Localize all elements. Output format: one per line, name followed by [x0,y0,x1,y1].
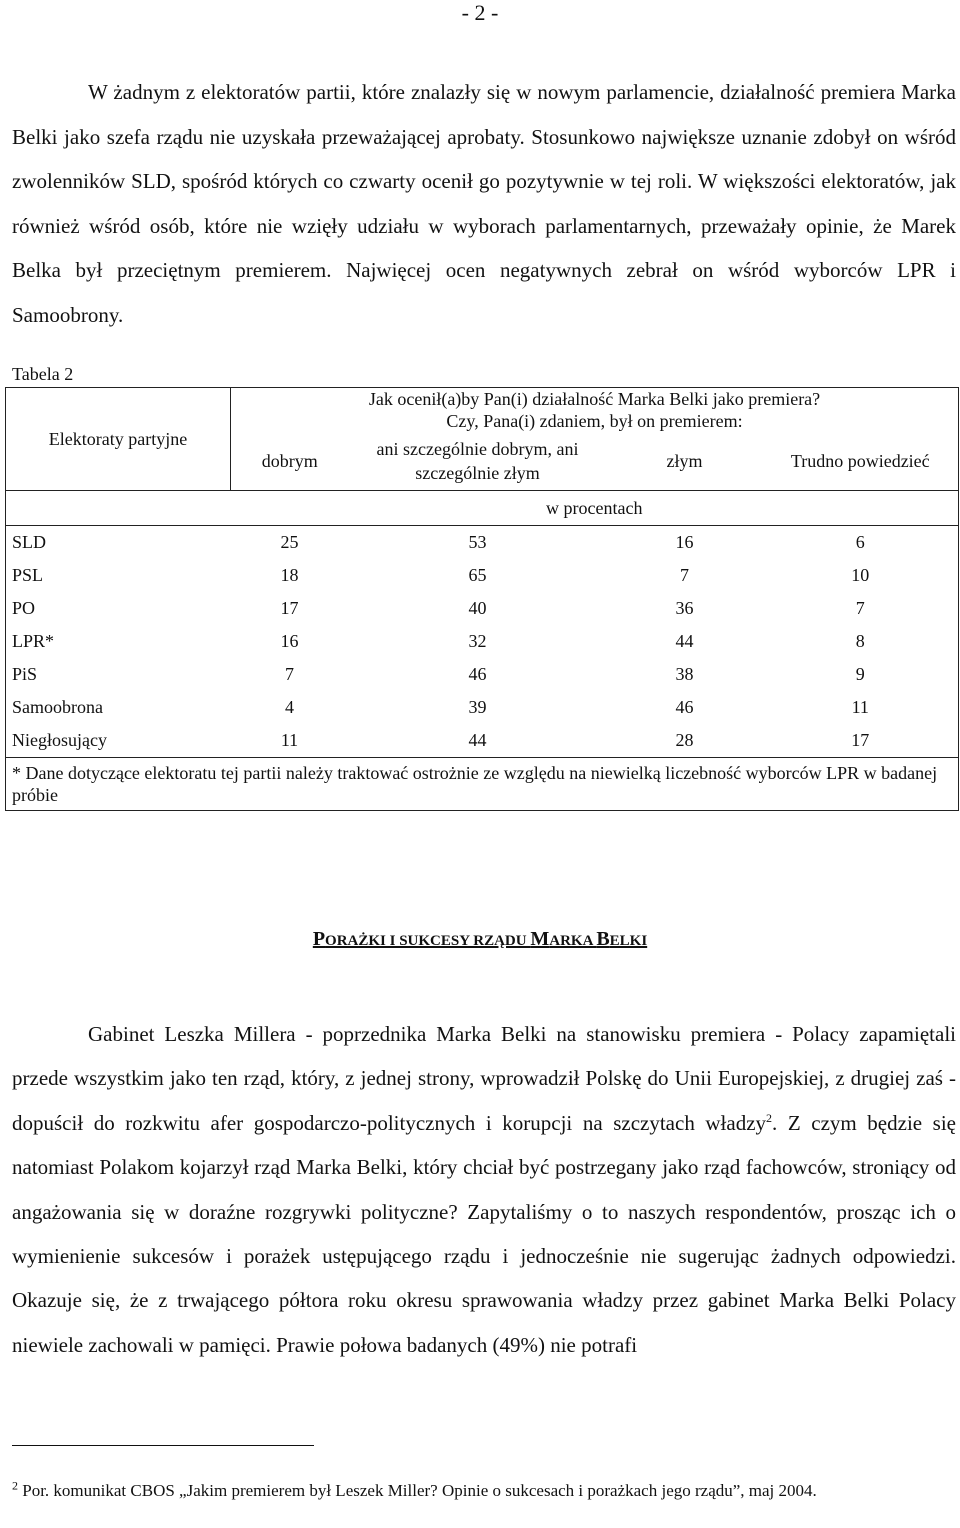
table-cell: 44 [675,631,694,651]
empty-cell [6,491,231,526]
row-label: Samoobrona [6,691,231,724]
row-label: PiS [6,658,231,691]
table-cell: 46 [468,664,487,684]
question-cell [231,388,959,433]
heading-smallcaps: ARKA [549,933,597,949]
table-note: * Dane dotyczące elektoratu tej partii należy traktować ostrożnie ze względu na niewielką liczebność wyborców LPR w badanej próbie [6,758,959,811]
table-cell: 11 [763,691,959,724]
footnote-text: Por. komunikat CBOS „Jakim premierem był Leszek Miller? Opinie o sukcesach i porażkach jego rządu”, maj 2004. [18,1481,817,1500]
table-cell: 25 [231,526,349,560]
table-cell: 16 [607,526,763,560]
footnote-separator [12,1445,314,1446]
column-header: dobrym [231,432,349,491]
heading-smallcaps: ORAŻKI I SUKCESY RZĄDU [325,933,531,949]
heading-initial: B [596,928,610,950]
section-heading [0,925,960,955]
table-cell: 11 [231,724,349,758]
table-row [6,724,959,758]
heading-initial: P [312,928,326,950]
question-line-2: Czy, Pana(i) zdaniem, był on premierem: [446,411,743,431]
question-line-1: Jak ocenił(a)by Pan(i) działalność Marka Belki jako premiera? [368,389,821,409]
row-label: PO [6,592,231,625]
table-cell: 38 [675,664,694,684]
table-cell: 40 [468,598,487,618]
table-cell: 39 [468,697,487,717]
paragraph-text-part: . Z czym będzie się natomiast Polakom kojarzył rząd Marka Belki, który chciał być postrzegany jako rząd fachowców, stroniący od angażowania się w doraźne rozgrywki polityczne? Zapytaliśmy o to naszych respondentów, prosząc ich o wymienienie sukcesów i porażek ustępującego rządu i jednocześnie nie sugerując żadnych odpowiedzi. Okazuje się, że z trwającego półtora roku okresu sprawowania władzy przez gabinet Marka Belki Polacy niewiele zachowali w pamięci. Prawie połowa badanych (49%) nie potrafi [12,1110,956,1357]
footnote-number: 2 [12,1478,18,1493]
table-header-row [6,388,959,433]
table-cell: 7 [285,664,294,684]
results-table [5,387,959,811]
table-cell: 7 [763,592,959,625]
table-row [6,625,959,658]
table-cell: 7 [680,565,689,585]
table-cell: 46 [675,697,694,717]
row-header-cell: Elektoraty partyjne [6,388,231,491]
paragraph-text-part: Gabinet Leszka Millera - poprzednika Marka Belki na stanowisku premiera - Polacy zapamiętali przede wszystkim jako ten rząd, który, z jednej strony, wprowadził Polskę do Unii Europejskiej, z drugiej zaś - dopuścił do rozkwitu afer gospodarczo-politycznych i korupcji na szczytach władzy [12,1022,956,1135]
body-paragraph [12,1012,956,1367]
table-note-row [6,758,959,811]
column-header: Trudno powiedzieć [763,432,959,491]
table-cell: 16 [280,631,299,651]
column-header [349,432,607,491]
row-label: LPR* [6,625,231,658]
table-cell: 28 [607,724,763,758]
table-row [6,559,959,592]
table-cell: 9 [763,658,959,691]
table-cell: 32 [468,631,487,651]
table-cell: 4 [285,697,294,717]
table-cell: 44 [349,724,607,758]
table-cell: 17 [763,724,959,758]
row-label: PSL [6,559,231,592]
row-label: SLD [6,526,231,560]
table-cell: 10 [763,559,959,592]
table-header-row [6,491,959,526]
column-header: złym [607,432,763,491]
heading-initial: M [530,928,550,950]
footnote-reference: 2 [766,1110,773,1125]
table-row [6,691,959,724]
column-header-text: ani szczególnie dobrym, ani szczególnie złym [376,439,579,483]
table-caption: Tabela 2 [12,364,74,384]
table-row [6,658,959,691]
table-cell: 65 [468,565,487,585]
paragraph-text [12,1012,956,1367]
row-label: Niegłosujący [6,724,231,758]
table-cell: 8 [763,625,959,658]
page-number: - 2 - [461,0,499,25]
table-cell: 36 [675,598,694,618]
heading-smallcaps: ELKI [609,933,648,949]
table-cell: 6 [763,526,959,560]
table-row [6,592,959,625]
table-cell: 53 [349,526,607,560]
paragraph-text: W żadnym z elektoratów partii, które znalazły się w nowym parlamencie, działalność premiera Marka Belki jako szefa rządu nie uzyskała przeważającej aprobaty. Stosunkowo największe uznanie zdobył on wśród zwolenników SLD, spośród których co czwarty ocenił go pozytywnie w tej roli. W większości elektoratów, jak również wśród osób, które nie wzięły udziału w wyborach parlamentarnych, przeważały opinie, że Marek Belka był przeciętnym premierem. Najwięcej ocen negatywnych zebrał on wśród wyborców LPR i Samoobrony. [12,80,956,327]
table-row [6,526,959,560]
footnote [12,1478,956,1503]
intro-paragraph [12,70,956,337]
table-cell: 17 [280,598,299,618]
table-cell: 18 [280,565,299,585]
unit-cell: w procentach [231,491,959,526]
